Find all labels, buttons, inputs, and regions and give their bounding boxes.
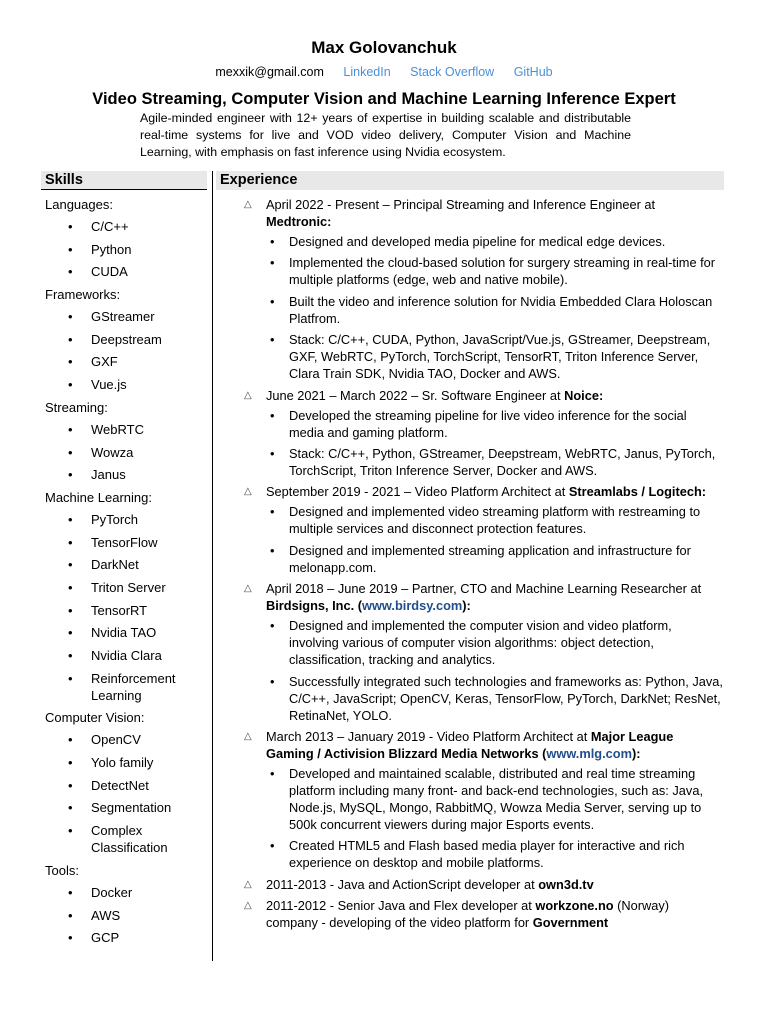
job-period: March 2013 – January 2019 - Video Platform Architect at: [266, 728, 588, 744]
skill-item: • Vue.js: [45, 376, 210, 393]
company-name-2: Government: [532, 914, 609, 930]
company-name: Major League Gaming / Activision Blizzard Media Networks (: [266, 728, 674, 761]
linkedin-link[interactable]: LinkedIn: [343, 65, 391, 79]
company-tail: ):: [631, 745, 641, 761]
email-text: mexxik@gmail.com: [215, 65, 324, 79]
skill-item: • PyTorch: [45, 511, 210, 528]
column-divider: [212, 171, 213, 961]
skill-item: • CUDA: [45, 263, 210, 280]
job-bullets: [266, 765, 724, 871]
job-entry: [244, 876, 724, 893]
job-period: 2011-2012 - Senior Java and Flex developer at: [266, 897, 532, 913]
skills-heading: Skills: [41, 171, 207, 190]
job-bullet-item: • Developed the streaming pipeline for live video inference for the social media and gaming platform.: [266, 407, 724, 441]
job-bullets: [266, 617, 724, 723]
experience-heading: Experience: [216, 171, 724, 190]
skill-category-label: Tools:: [45, 862, 79, 878]
company-name: workzone.no: [535, 897, 614, 913]
job-title: [266, 387, 724, 404]
job-entry: [244, 728, 724, 871]
company-tail: ):: [462, 598, 471, 614]
contact-line: [0, 63, 768, 81]
experience-list: [244, 196, 724, 935]
headline: Video Streaming, Computer Vision and Machine Learning Inference Expert: [92, 90, 676, 108]
skill-item: • OpenCV: [45, 731, 210, 748]
company-url[interactable]: www.birdsy.com: [362, 598, 463, 614]
job-bullets: [266, 407, 724, 479]
skill-item: • GStreamer: [45, 308, 210, 325]
job-period: September 2019 - 2021 – Video Platform Architect at: [266, 484, 566, 500]
skill-items: [45, 308, 210, 393]
skill-category-label: Machine Learning:: [45, 489, 152, 505]
skill-item: • Janus: [45, 466, 210, 483]
company-name: Streamlabs / Logitech:: [568, 484, 707, 500]
skill-item: • Python: [45, 241, 210, 258]
skill-items: [45, 731, 210, 856]
job-entry: [244, 580, 724, 723]
triangle-bullet-icon: △: [244, 583, 252, 595]
job-bullet-item: • Designed and implemented the computer vision and video platform, involving various of computer vision algorithms: object detection, classification, tracking and analytics.: [266, 617, 724, 668]
job-bullet-item: • Developed and maintained scalable, distributed and real time streaming platform including many front- and back-end technologies, such as: Java, Node.js, MySQL, Mongo, RabbitMQ, Wowza Media Server, serving up to 500k concurrent viewers during major Esports events.: [266, 765, 724, 833]
job-title: [266, 876, 724, 893]
job-bullet-item: • Implemented the cloud-based solution for surgery streaming in real-time for multiple platforms (edge, web and native mobile).: [266, 254, 724, 288]
job-bullet-item: • Built the video and inference solution for Nvidia Embedded Clara Holoscan Platfrom.: [266, 293, 724, 327]
skill-item: • C/C++: [45, 218, 210, 235]
job-entry: [244, 897, 724, 931]
job-title: [266, 196, 724, 230]
triangle-bullet-icon: △: [244, 486, 252, 498]
triangle-bullet-icon: △: [244, 878, 252, 890]
job-bullets: [266, 233, 724, 382]
skill-category-label: Streaming:: [45, 399, 108, 415]
skill-item: • GCP: [45, 929, 210, 946]
company-name: Medtronic:: [266, 214, 332, 229]
triangle-bullet-icon: △: [244, 389, 252, 401]
job-title: [266, 728, 724, 762]
skill-items: [45, 884, 210, 946]
skill-item: • TensorRT: [45, 602, 210, 619]
skill-item: • Complex Classification: [45, 822, 210, 856]
skill-item: • Yolo family: [45, 754, 210, 771]
skill-item: • Segmentation: [45, 799, 210, 816]
triangle-bullet-icon: △: [244, 730, 252, 742]
job-period: April 2018 – June 2019 – Partner, CTO and Machine Learning Researcher at: [266, 581, 702, 597]
stackoverflow-link[interactable]: Stack Overflow: [410, 65, 495, 79]
skill-item: • AWS: [45, 907, 210, 924]
job-entry: [244, 483, 724, 575]
job-bullet-item: • Designed and implemented video streaming platform with restreaming to multiple services and disconnect protection features.: [266, 503, 724, 537]
job-bullet-item: • Designed and developed media pipeline for medical edge devices.: [266, 233, 724, 250]
skills-list: [45, 196, 210, 952]
job-bullet-item: • Designed and implemented streaming application and infrastructure for melonapp.com.: [266, 542, 724, 576]
company-url[interactable]: www.mlg.com: [546, 745, 632, 761]
skill-item: • Reinforcement Learning: [45, 670, 210, 704]
candidate-name: Max Golovanchuk: [311, 38, 457, 57]
skill-items: [45, 218, 210, 280]
skill-item: • DarkNet: [45, 556, 210, 573]
job-bullet-item: • Stack: C/C++, Python, GStreamer, Deepstream, WebRTC, Janus, PyTorch, TorchScript, Triton Inference Server, Docker and AWS.: [266, 445, 724, 479]
job-bullet-item: • Stack: C/C++, CUDA, Python, JavaScript/Vue.js, GStreamer, Deepstream, GXF, WebRTC, PyTorch, TorchScript, TensorRT, Triton Inference Server, Clara Train SDK, Nvidia TAO, Docker and AWS.: [266, 331, 724, 382]
skill-item: • TensorFlow: [45, 534, 210, 551]
job-title: [266, 897, 724, 931]
skill-item: • WebRTC: [45, 421, 210, 438]
skill-item: • Wowza: [45, 444, 210, 461]
skill-item: • Deepstream: [45, 331, 210, 348]
job-bullet-item: • Created HTML5 and Flash based media player for interactive and rich experience on desktop and mobile platforms.: [266, 837, 724, 871]
job-suffix: (Norway) company - developing of the video platform for: [266, 897, 670, 930]
skill-item: • Docker: [45, 884, 210, 901]
skill-item: • GXF: [45, 353, 210, 370]
company-name: Birdsigns, Inc. (: [266, 598, 362, 614]
job-entry: [244, 196, 724, 382]
triangle-bullet-icon: △: [244, 899, 252, 911]
skill-category-label: Languages:: [45, 197, 113, 212]
skill-item: • Nvidia TAO: [45, 624, 210, 641]
company-name: Noice:: [564, 387, 604, 403]
job-period: April 2022 - Present – Principal Streaming and Inference Engineer at: [266, 197, 656, 212]
triangle-bullet-icon: △: [244, 199, 252, 210]
skill-category-label: Computer Vision:: [45, 710, 145, 726]
skill-item: • Nvidia Clara: [45, 647, 210, 664]
job-period: 2011-2013 - Java and ActionScript developer at: [266, 876, 535, 892]
job-period: June 2021 – March 2022 – Sr. Software Engineer at: [266, 387, 561, 403]
skill-item: • DetectNet: [45, 777, 210, 794]
company-name: own3d.tv: [538, 876, 594, 892]
summary-paragraph: Agile-minded engineer with 12+ years of expertise in building scalable and distributable real-time systems for live and VOD video delivery, Computer Vision and Machine Learning, with emphasis on fast inference using Nvidia ecosystem.: [140, 111, 631, 159]
skill-item: • Triton Server: [45, 579, 210, 596]
skill-items: [45, 421, 210, 483]
job-bullets: [266, 503, 724, 575]
job-title: [266, 483, 724, 500]
job-title: [266, 580, 724, 614]
github-link[interactable]: GitHub: [513, 65, 553, 79]
job-bullet-item: • Successfully integrated such technologies and frameworks as: Python, Java, C/C++, JavaScript; OpenCV, Keras, TensorFlow, PyTorch, DarkNet; ResNet, RetinaNet, YOLO.: [266, 673, 724, 724]
job-entry: [244, 387, 724, 479]
skill-items: [45, 511, 210, 704]
resume-header: [0, 36, 768, 110]
skill-category-label: Frameworks:: [45, 287, 121, 303]
